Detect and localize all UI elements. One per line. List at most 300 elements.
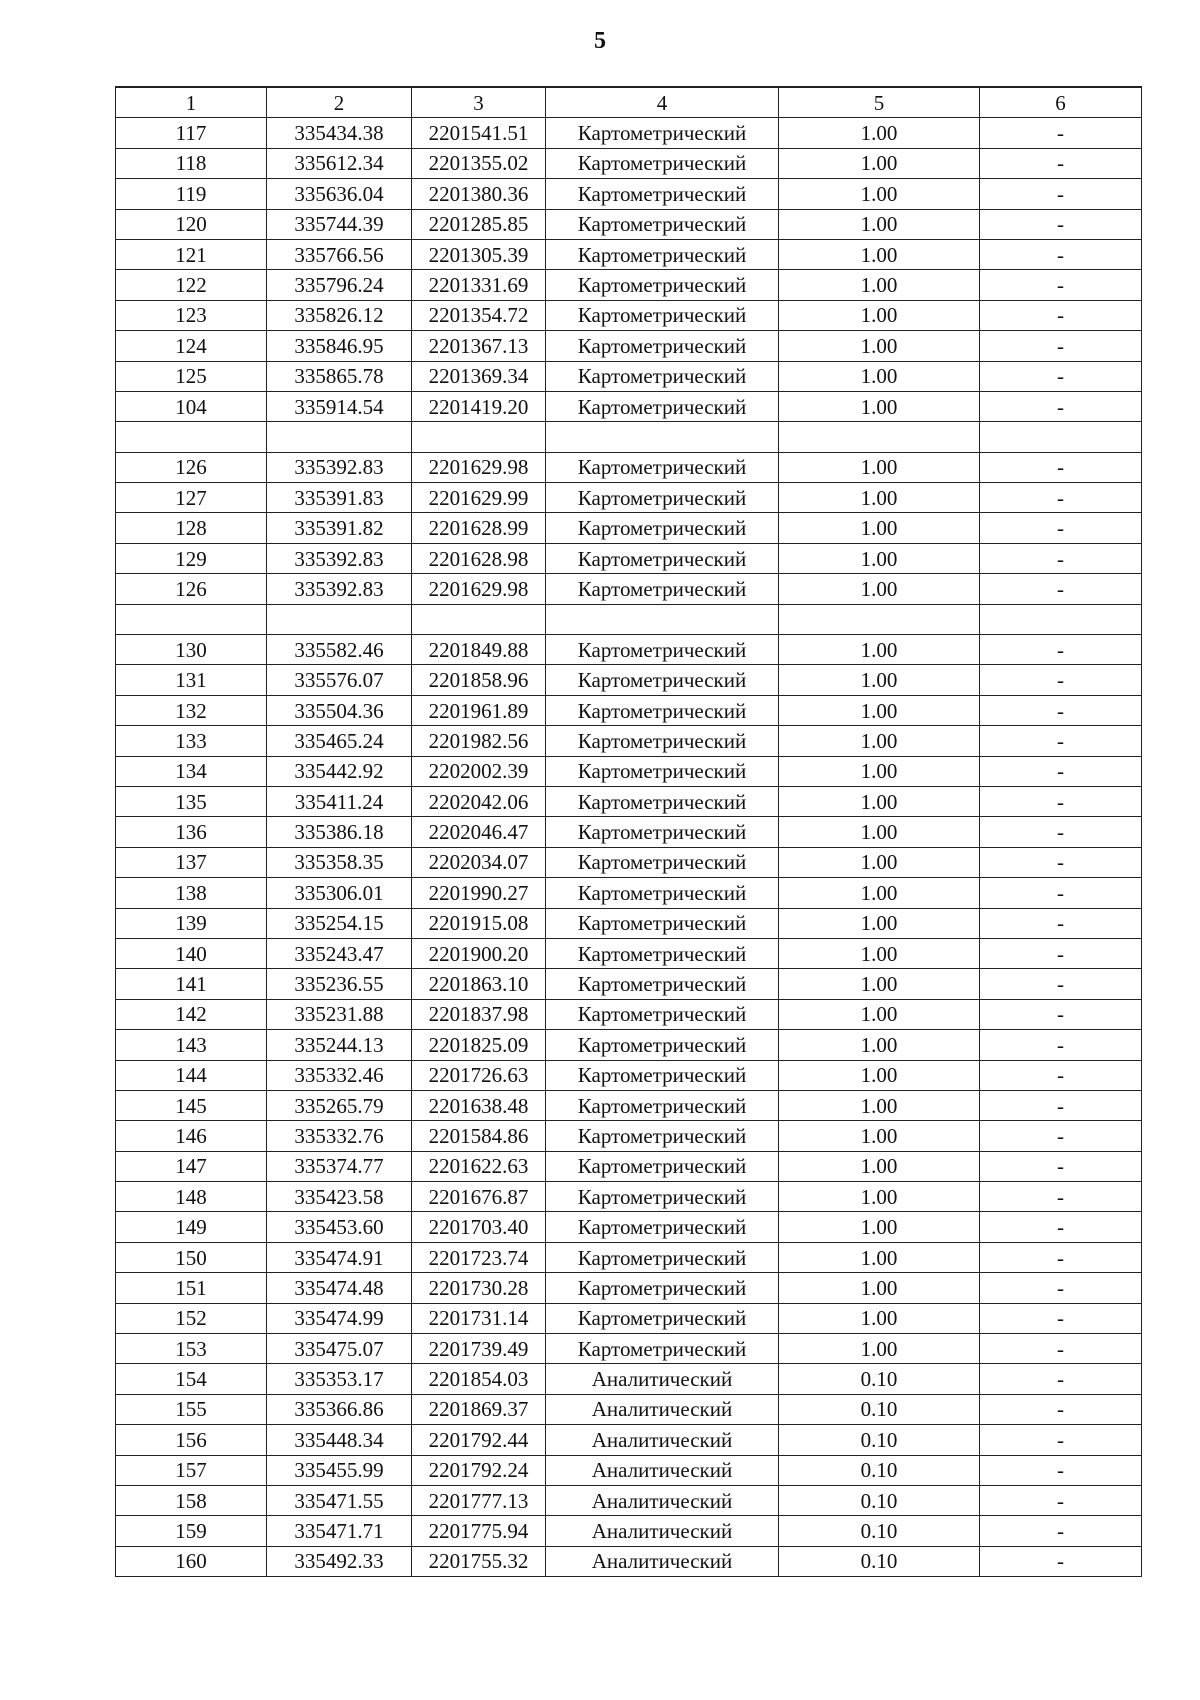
accuracy-cell: 1.00 — [779, 118, 980, 148]
method-cell: Картометрический — [546, 695, 779, 725]
method-cell: Картометрический — [546, 361, 779, 391]
accuracy-cell: 1.00 — [779, 756, 980, 786]
table-row — [116, 1121, 1142, 1151]
method-cell: Картометрический — [546, 1121, 779, 1151]
accuracy-cell: 1.00 — [779, 999, 980, 1029]
point-number-cell: 104 — [116, 391, 267, 421]
table-row — [116, 209, 1142, 239]
x-coordinate-cell: 335448.34 — [267, 1425, 412, 1455]
note-cell: - — [980, 1090, 1142, 1120]
point-number-cell: 134 — [116, 756, 267, 786]
method-cell: Картометрический — [546, 1334, 779, 1364]
table-header-row — [116, 87, 1142, 118]
page-number: 5 — [594, 28, 606, 54]
y-coordinate-cell: 2201629.98 — [412, 452, 546, 482]
method-cell: Картометрический — [546, 391, 779, 421]
note-cell: - — [980, 543, 1142, 573]
x-coordinate-cell: 335392.83 — [267, 452, 412, 482]
table-row — [116, 1182, 1142, 1212]
y-coordinate-cell: 2201755.32 — [412, 1546, 546, 1576]
accuracy-cell: 1.00 — [779, 1273, 980, 1303]
y-coordinate-cell: 2202034.07 — [412, 847, 546, 877]
accuracy-cell: 1.00 — [779, 1060, 980, 1090]
note-cell: - — [980, 726, 1142, 756]
point-number-cell: 137 — [116, 847, 267, 877]
column-header: 1 — [116, 87, 267, 118]
accuracy-cell: 1.00 — [779, 179, 980, 209]
x-coordinate-cell: 335332.46 — [267, 1060, 412, 1090]
table-row — [116, 817, 1142, 847]
x-coordinate-cell: 335358.35 — [267, 847, 412, 877]
note-cell: - — [980, 878, 1142, 908]
x-coordinate-cell: 335434.38 — [267, 118, 412, 148]
point-number-cell: 117 — [116, 118, 267, 148]
point-number-cell: 145 — [116, 1090, 267, 1120]
y-coordinate-cell: 2202046.47 — [412, 817, 546, 847]
x-coordinate-cell: 335243.47 — [267, 938, 412, 968]
point-number-cell: 154 — [116, 1364, 267, 1394]
x-coordinate-cell: 335453.60 — [267, 1212, 412, 1242]
method-cell: Аналитический — [546, 1364, 779, 1394]
point-number-cell: 136 — [116, 817, 267, 847]
y-coordinate-cell: 2201331.69 — [412, 270, 546, 300]
table-row — [116, 1242, 1142, 1272]
x-coordinate-cell: 335231.88 — [267, 999, 412, 1029]
note-cell: - — [980, 1273, 1142, 1303]
x-coordinate-cell: 335744.39 — [267, 209, 412, 239]
y-coordinate-cell: 2201731.14 — [412, 1303, 546, 1333]
y-coordinate-cell: 2201730.28 — [412, 1273, 546, 1303]
accuracy-cell: 1.00 — [779, 513, 980, 543]
y-coordinate-cell: 2201792.24 — [412, 1455, 546, 1485]
table-row — [116, 391, 1142, 421]
point-number-cell: 120 — [116, 209, 267, 239]
y-coordinate-cell: 2201739.49 — [412, 1334, 546, 1364]
x-coordinate-cell: 335612.34 — [267, 148, 412, 178]
note-cell — [980, 604, 1142, 634]
accuracy-cell: 1.00 — [779, 1121, 980, 1151]
x-coordinate-cell: 335306.01 — [267, 878, 412, 908]
y-coordinate-cell: 2201355.02 — [412, 148, 546, 178]
x-coordinate-cell: 335353.17 — [267, 1364, 412, 1394]
table-row — [116, 118, 1142, 148]
table-row — [116, 726, 1142, 756]
table-row — [116, 483, 1142, 513]
point-number-cell: 138 — [116, 878, 267, 908]
point-number-cell: 125 — [116, 361, 267, 391]
method-cell: Аналитический — [546, 1516, 779, 1546]
note-cell: - — [980, 1425, 1142, 1455]
y-coordinate-cell: 2202042.06 — [412, 786, 546, 816]
table-row — [116, 1334, 1142, 1364]
table-row — [116, 908, 1142, 938]
x-coordinate-cell: 335244.13 — [267, 1030, 412, 1060]
table-row — [116, 1425, 1142, 1455]
accuracy-cell: 1.00 — [779, 300, 980, 330]
table-row — [116, 148, 1142, 178]
table-row — [116, 179, 1142, 209]
note-cell: - — [980, 1334, 1142, 1364]
point-number-cell: 121 — [116, 239, 267, 269]
accuracy-cell: 1.00 — [779, 209, 980, 239]
x-coordinate-cell: 335582.46 — [267, 635, 412, 665]
method-cell: Картометрический — [546, 179, 779, 209]
method-cell: Картометрический — [546, 300, 779, 330]
accuracy-cell: 1.00 — [779, 817, 980, 847]
table-row — [116, 786, 1142, 816]
accuracy-cell: 1.00 — [779, 1242, 980, 1272]
method-cell: Картометрический — [546, 1273, 779, 1303]
accuracy-cell — [779, 422, 980, 452]
y-coordinate-cell: 2201849.88 — [412, 635, 546, 665]
table-row — [116, 1485, 1142, 1515]
x-coordinate-cell: 335471.71 — [267, 1516, 412, 1546]
table-row — [116, 1060, 1142, 1090]
accuracy-cell: 1.00 — [779, 1151, 980, 1181]
method-cell: Картометрический — [546, 543, 779, 573]
accuracy-cell: 0.10 — [779, 1546, 980, 1576]
accuracy-cell: 1.00 — [779, 543, 980, 573]
y-coordinate-cell: 2201792.44 — [412, 1425, 546, 1455]
note-cell: - — [980, 1242, 1142, 1272]
point-number-cell: 139 — [116, 908, 267, 938]
method-cell: Картометрический — [546, 726, 779, 756]
x-coordinate-cell: 335391.82 — [267, 513, 412, 543]
x-coordinate-cell: 335576.07 — [267, 665, 412, 695]
x-coordinate-cell: 335474.48 — [267, 1273, 412, 1303]
point-number-cell: 119 — [116, 179, 267, 209]
column-header: 5 — [779, 87, 980, 118]
method-cell: Картометрический — [546, 270, 779, 300]
x-coordinate-cell: 335423.58 — [267, 1182, 412, 1212]
point-number-cell: 155 — [116, 1394, 267, 1424]
note-cell: - — [980, 209, 1142, 239]
note-cell: - — [980, 391, 1142, 421]
method-cell: Картометрический — [546, 969, 779, 999]
accuracy-cell: 0.10 — [779, 1364, 980, 1394]
note-cell: - — [980, 118, 1142, 148]
note-cell: - — [980, 1151, 1142, 1181]
accuracy-cell: 1.00 — [779, 878, 980, 908]
accuracy-cell: 1.00 — [779, 847, 980, 877]
x-coordinate-cell: 335826.12 — [267, 300, 412, 330]
point-number-cell: 159 — [116, 1516, 267, 1546]
method-cell: Картометрический — [546, 148, 779, 178]
accuracy-cell: 1.00 — [779, 635, 980, 665]
y-coordinate-cell: 2201863.10 — [412, 969, 546, 999]
method-cell: Аналитический — [546, 1394, 779, 1424]
method-cell — [546, 604, 779, 634]
table-row — [116, 300, 1142, 330]
y-coordinate-cell — [412, 422, 546, 452]
point-number-cell: 147 — [116, 1151, 267, 1181]
x-coordinate-cell: 335374.77 — [267, 1151, 412, 1181]
accuracy-cell: 1.00 — [779, 452, 980, 482]
point-number-cell: 140 — [116, 938, 267, 968]
method-cell: Аналитический — [546, 1455, 779, 1485]
y-coordinate-cell: 2201869.37 — [412, 1394, 546, 1424]
x-coordinate-cell: 335411.24 — [267, 786, 412, 816]
y-coordinate-cell: 2201777.13 — [412, 1485, 546, 1515]
note-cell: - — [980, 999, 1142, 1029]
accuracy-cell: 0.10 — [779, 1394, 980, 1424]
table-row — [116, 513, 1142, 543]
point-number-cell — [116, 604, 267, 634]
x-coordinate-cell: 335465.24 — [267, 726, 412, 756]
table-row — [116, 1273, 1142, 1303]
note-cell: - — [980, 270, 1142, 300]
method-cell: Картометрический — [546, 452, 779, 482]
accuracy-cell: 1.00 — [779, 938, 980, 968]
note-cell — [980, 422, 1142, 452]
accuracy-cell: 0.10 — [779, 1516, 980, 1546]
table-row — [116, 999, 1142, 1029]
point-number-cell: 150 — [116, 1242, 267, 1272]
method-cell: Аналитический — [546, 1546, 779, 1576]
table-row — [116, 452, 1142, 482]
accuracy-cell: 1.00 — [779, 148, 980, 178]
y-coordinate-cell: 2201723.74 — [412, 1242, 546, 1272]
method-cell: Картометрический — [546, 847, 779, 877]
note-cell: - — [980, 300, 1142, 330]
note-cell: - — [980, 786, 1142, 816]
note-cell: - — [980, 1182, 1142, 1212]
point-number-cell: 118 — [116, 148, 267, 178]
point-number-cell: 128 — [116, 513, 267, 543]
x-coordinate-cell: 335865.78 — [267, 361, 412, 391]
x-coordinate-cell: 335442.92 — [267, 756, 412, 786]
x-coordinate-cell — [267, 604, 412, 634]
x-coordinate-cell: 335236.55 — [267, 969, 412, 999]
table-row — [116, 1364, 1142, 1394]
method-cell: Картометрический — [546, 908, 779, 938]
table-row — [116, 1212, 1142, 1242]
y-coordinate-cell: 2201629.98 — [412, 574, 546, 604]
table-row — [116, 938, 1142, 968]
x-coordinate-cell: 335504.36 — [267, 695, 412, 725]
point-number-cell: 146 — [116, 1121, 267, 1151]
table-row — [116, 422, 1142, 452]
point-number-cell: 160 — [116, 1546, 267, 1576]
accuracy-cell: 1.00 — [779, 1182, 980, 1212]
point-number-cell: 158 — [116, 1485, 267, 1515]
x-coordinate-cell: 335391.83 — [267, 483, 412, 513]
accuracy-cell: 0.10 — [779, 1455, 980, 1485]
table-row — [116, 1546, 1142, 1576]
y-coordinate-cell — [412, 604, 546, 634]
method-cell: Картометрический — [546, 1060, 779, 1090]
method-cell: Картометрический — [546, 239, 779, 269]
note-cell: - — [980, 452, 1142, 482]
method-cell: Картометрический — [546, 1151, 779, 1181]
x-coordinate-cell: 335766.56 — [267, 239, 412, 269]
y-coordinate-cell: 2201419.20 — [412, 391, 546, 421]
point-number-cell: 132 — [116, 695, 267, 725]
method-cell: Аналитический — [546, 1485, 779, 1515]
y-coordinate-cell: 2201369.34 — [412, 361, 546, 391]
x-coordinate-cell: 335846.95 — [267, 331, 412, 361]
point-number-cell: 157 — [116, 1455, 267, 1485]
y-coordinate-cell: 2201837.98 — [412, 999, 546, 1029]
accuracy-cell: 1.00 — [779, 969, 980, 999]
method-cell: Картометрический — [546, 331, 779, 361]
x-coordinate-cell: 335471.55 — [267, 1485, 412, 1515]
table-row — [116, 331, 1142, 361]
y-coordinate-cell: 2201825.09 — [412, 1030, 546, 1060]
table-row — [116, 969, 1142, 999]
y-coordinate-cell: 2201285.85 — [412, 209, 546, 239]
point-number-cell: 127 — [116, 483, 267, 513]
accuracy-cell: 1.00 — [779, 695, 980, 725]
y-coordinate-cell: 2201638.48 — [412, 1090, 546, 1120]
table-row — [116, 1303, 1142, 1333]
y-coordinate-cell: 2201858.96 — [412, 665, 546, 695]
y-coordinate-cell: 2201703.40 — [412, 1212, 546, 1242]
point-number-cell: 126 — [116, 452, 267, 482]
accuracy-cell: 1.00 — [779, 908, 980, 938]
y-coordinate-cell: 2201961.89 — [412, 695, 546, 725]
accuracy-cell: 1.00 — [779, 391, 980, 421]
accuracy-cell: 1.00 — [779, 1090, 980, 1120]
note-cell: - — [980, 361, 1142, 391]
column-header: 3 — [412, 87, 546, 118]
accuracy-cell: 1.00 — [779, 726, 980, 756]
table-row — [116, 361, 1142, 391]
point-number-cell — [116, 422, 267, 452]
point-number-cell: 142 — [116, 999, 267, 1029]
method-cell: Картометрический — [546, 1303, 779, 1333]
column-header: 6 — [980, 87, 1142, 118]
column-header: 4 — [546, 87, 779, 118]
note-cell: - — [980, 817, 1142, 847]
y-coordinate-cell: 2201915.08 — [412, 908, 546, 938]
note-cell: - — [980, 756, 1142, 786]
table-row — [116, 604, 1142, 634]
note-cell: - — [980, 1516, 1142, 1546]
method-cell: Картометрический — [546, 938, 779, 968]
note-cell: - — [980, 1546, 1142, 1576]
accuracy-cell: 1.00 — [779, 239, 980, 269]
table-row — [116, 1030, 1142, 1060]
y-coordinate-cell: 2201354.72 — [412, 300, 546, 330]
x-coordinate-cell: 335796.24 — [267, 270, 412, 300]
point-number-cell: 149 — [116, 1212, 267, 1242]
point-number-cell: 129 — [116, 543, 267, 573]
table-row — [116, 270, 1142, 300]
table-row — [116, 847, 1142, 877]
accuracy-cell: 1.00 — [779, 1212, 980, 1242]
point-number-cell: 122 — [116, 270, 267, 300]
y-coordinate-cell: 2201367.13 — [412, 331, 546, 361]
method-cell: Картометрический — [546, 817, 779, 847]
x-coordinate-cell: 335474.91 — [267, 1242, 412, 1272]
note-cell: - — [980, 635, 1142, 665]
method-cell: Картометрический — [546, 209, 779, 239]
method-cell: Картометрический — [546, 756, 779, 786]
y-coordinate-cell: 2201775.94 — [412, 1516, 546, 1546]
accuracy-cell: 0.10 — [779, 1425, 980, 1455]
note-cell: - — [980, 1394, 1142, 1424]
table-row — [116, 1516, 1142, 1546]
method-cell: Картометрический — [546, 118, 779, 148]
y-coordinate-cell: 2201305.39 — [412, 239, 546, 269]
point-number-cell: 124 — [116, 331, 267, 361]
method-cell: Картометрический — [546, 1242, 779, 1272]
method-cell: Картометрический — [546, 786, 779, 816]
note-cell: - — [980, 938, 1142, 968]
point-number-cell: 148 — [116, 1182, 267, 1212]
accuracy-cell: 1.00 — [779, 270, 980, 300]
table-row — [116, 1394, 1142, 1424]
y-coordinate-cell: 2201982.56 — [412, 726, 546, 756]
table-row — [116, 665, 1142, 695]
y-coordinate-cell: 2201726.63 — [412, 1060, 546, 1090]
method-cell: Картометрический — [546, 999, 779, 1029]
method-cell: Картометрический — [546, 513, 779, 543]
note-cell: - — [980, 1030, 1142, 1060]
y-coordinate-cell: 2201380.36 — [412, 179, 546, 209]
accuracy-cell — [779, 604, 980, 634]
table-row — [116, 543, 1142, 573]
y-coordinate-cell: 2201629.99 — [412, 483, 546, 513]
note-cell: - — [980, 148, 1142, 178]
note-cell: - — [980, 1212, 1142, 1242]
method-cell — [546, 422, 779, 452]
table-row — [116, 574, 1142, 604]
note-cell: - — [980, 969, 1142, 999]
note-cell: - — [980, 1364, 1142, 1394]
note-cell: - — [980, 1121, 1142, 1151]
table-row — [116, 756, 1142, 786]
accuracy-cell: 1.00 — [779, 361, 980, 391]
x-coordinate-cell: 335265.79 — [267, 1090, 412, 1120]
x-coordinate-cell: 335332.76 — [267, 1121, 412, 1151]
method-cell: Аналитический — [546, 1425, 779, 1455]
method-cell: Картометрический — [546, 1030, 779, 1060]
y-coordinate-cell: 2201541.51 — [412, 118, 546, 148]
note-cell: - — [980, 179, 1142, 209]
accuracy-cell: 1.00 — [779, 1334, 980, 1364]
point-number-cell: 151 — [116, 1273, 267, 1303]
x-coordinate-cell: 335636.04 — [267, 179, 412, 209]
note-cell: - — [980, 1455, 1142, 1485]
x-coordinate-cell: 335366.86 — [267, 1394, 412, 1424]
point-number-cell: 143 — [116, 1030, 267, 1060]
point-number-cell: 153 — [116, 1334, 267, 1364]
note-cell: - — [980, 1060, 1142, 1090]
x-coordinate-cell: 335914.54 — [267, 391, 412, 421]
y-coordinate-cell: 2201628.98 — [412, 543, 546, 573]
note-cell: - — [980, 483, 1142, 513]
x-coordinate-cell: 335474.99 — [267, 1303, 412, 1333]
accuracy-cell: 1.00 — [779, 665, 980, 695]
point-number-cell: 130 — [116, 635, 267, 665]
note-cell: - — [980, 1485, 1142, 1515]
x-coordinate-cell: 335254.15 — [267, 908, 412, 938]
point-number-cell: 144 — [116, 1060, 267, 1090]
table-row — [116, 1151, 1142, 1181]
y-coordinate-cell: 2201628.99 — [412, 513, 546, 543]
y-coordinate-cell: 2201676.87 — [412, 1182, 546, 1212]
note-cell: - — [980, 513, 1142, 543]
point-number-cell: 123 — [116, 300, 267, 330]
method-cell: Картометрический — [546, 635, 779, 665]
note-cell: - — [980, 239, 1142, 269]
method-cell: Картометрический — [546, 483, 779, 513]
y-coordinate-cell: 2201584.86 — [412, 1121, 546, 1151]
note-cell: - — [980, 695, 1142, 725]
accuracy-cell: 1.00 — [779, 574, 980, 604]
